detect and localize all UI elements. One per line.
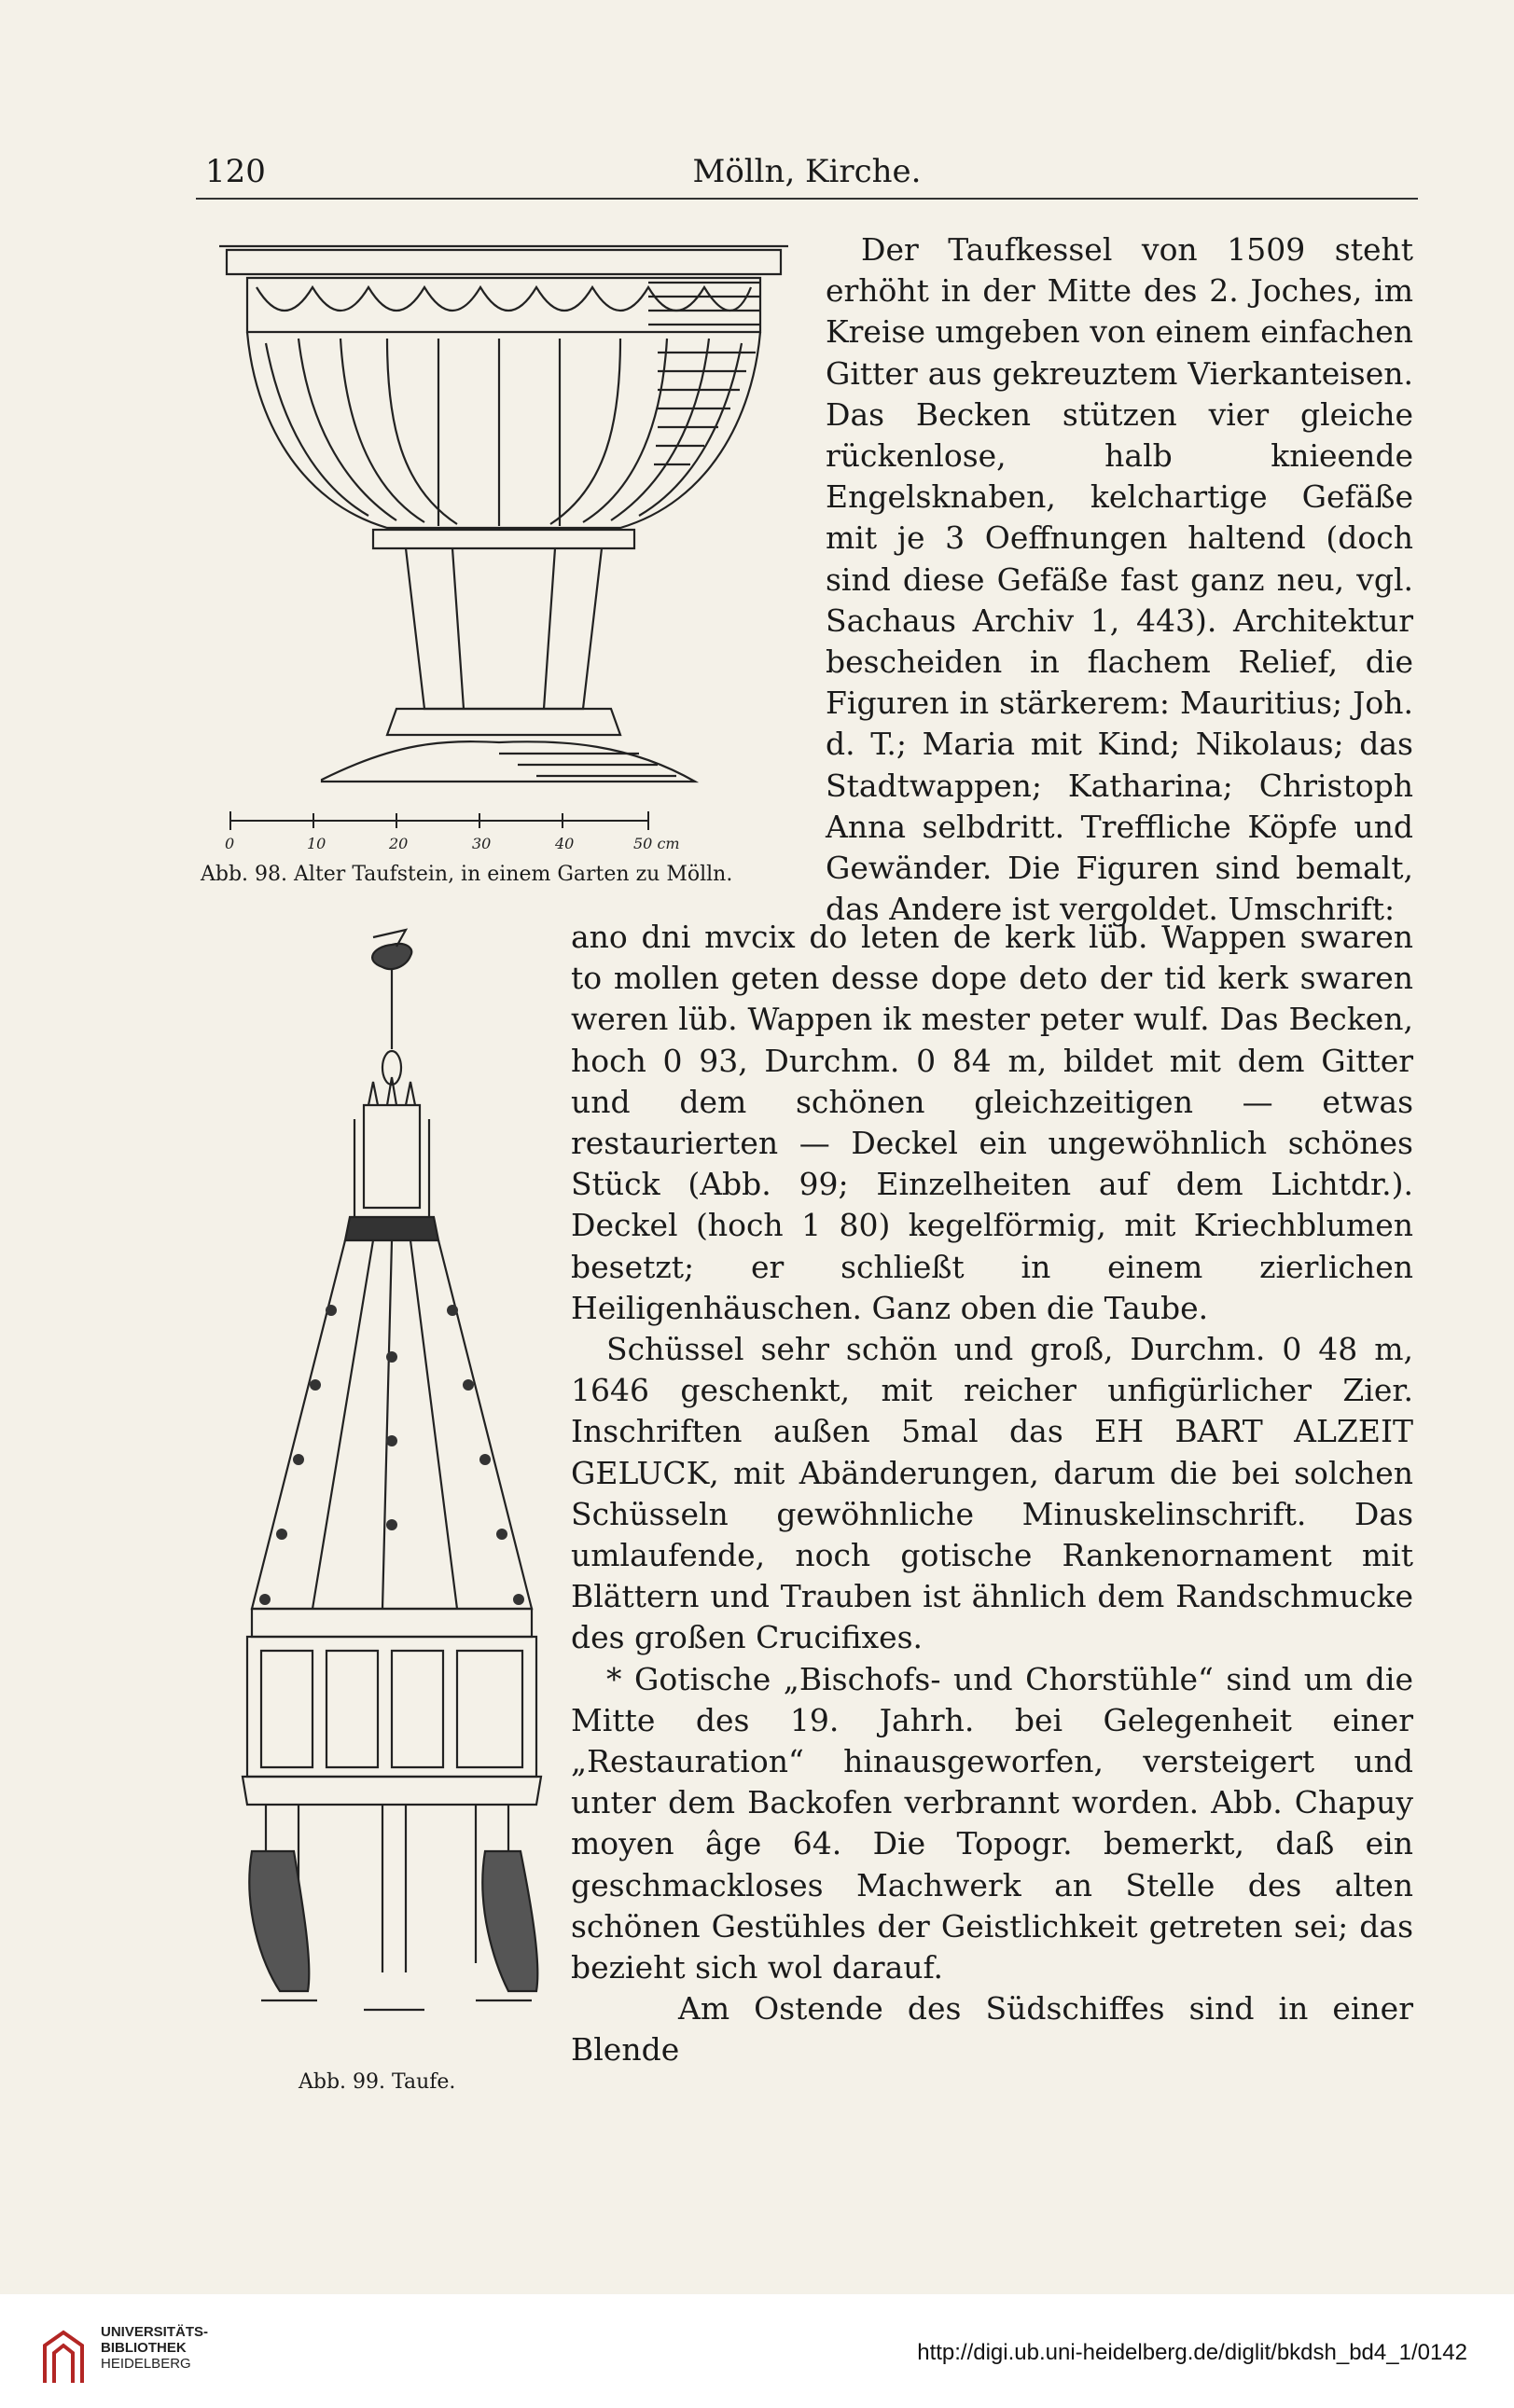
body-text-column-upper [826,229,1413,930]
figure-baptismal-stone [210,231,798,856]
running-title: Mölln, Kirche. [692,153,922,190]
scale-label: 30 [472,835,492,852]
figure-98-caption: Abb. 98. Alter Taufstein, in einem Garten zu Mölln. [201,863,733,886]
library-logo-icon [37,2327,90,2387]
paragraph: * Gotische „Bischofs- und Chorstühle“ sind um die Mitte des 19. Jahrh. bei Gelegenheit einer „Restauration“ hinausgeworfen, versteigert und unter dem Backofen verbrannt worden. Abb. Chapuy moyen âge 64. Die Topogr. bemerkt, daß ein geschmackloses Machwerk an Stelle des alten schönen Gestühles der Geistlichkeit getreten sei; das bezieht sich wol darauf. [571,1660,1413,1986]
scale-label: 0 [225,835,235,852]
source-url-link[interactable]: http://digi.ub.uni-heidelberg.de/diglit/bkdsh_bd4_1/0142 [917,2340,1467,2365]
figure-baptismal-font [224,919,550,2019]
page-number: 120 [205,153,266,190]
header-rule [196,198,1418,200]
paragraph: Der Taufkessel von 1509 steht erhöht in der Mitte des 2. Joches, im Kreise umgeben von einem einfachen Gitter aus gekreuztem Vierkanteisen. Das Becken stützen vier gleiche rückenlose, halb knieende Engelsknaben, kelchartige Gefäße mit je 3 Oeffnungen haltend (doch sind diese Gefäße fast ganz neu, vgl. Sachaus Archiv 1, 443). Architektur bescheiden in flachem Relief, die Figuren in stärkerem: Mauritius; Joh. d. T.; Maria mit Kind; Nikolaus; das Stadtwappen; Katharina; Christoph Anna selbdritt. Treffliche Köpfe und Gewänder. Die Figuren sind bemalt, das Andere ist vergoldet. Umschrift: [826,231,1413,928]
scale-label: 20 [389,835,409,852]
paragraph: Am Ostende des Südschiffes sind in einer Blende [571,1990,1413,2069]
paragraph: Schüssel sehr schön und groß, Durchm. 0 48 m, 1646 geschenkt, mit reicher unfigürlicher Zier. Inschriften außen 5mal das EH BART ALZEIT GELUCK, mit Abänderungen, darum die bei solchen Schüsseln gewöhnliche Minuskelinschrift. Das umlaufende, noch gotische Rankenornament mit Blättern und Trauben ist ähnlich dem Randschmucke des großen Crucifixes. [571,1331,1413,1656]
institution-line: BIBLIOTHEK [101,2340,187,2356]
institution-line: UNIVERSITÄTS- [101,2324,209,2340]
baptismal-font-drawing [224,919,550,2019]
baptismal-stone-drawing [210,231,798,856]
paragraph: ano dni mvcix do leten de kerk lüb. Wappen swaren to mollen geten desse dope deto der tid kerk swaren weren lüb. Wappen ik mester peter wulf. Das Becken, hoch 0 93, Durchm. 0 84 m, bildet mit dem Gitter und dem schönen gleichzeitigen — etwas restaurierten — Deckel ein ungewöhnlich schönes Stück (Abb. 99; Einzelheiten auf dem Lichtdr.). Deckel (hoch 1 80) kegelförmig, mit Kriechblumen besetzt; er schließt in einem zierlichen Heiligenhäuschen. Ganz oben die Taube. [571,919,1413,1326]
scale-label: 40 [555,835,575,852]
figure-99-caption: Abb. 99. Taufe. [299,2070,456,2094]
page-header [196,147,1418,196]
institution-line: HEIDELBERG [101,2356,191,2372]
institution-name [101,2324,208,2372]
body-text-column-lower [571,917,1413,2071]
scale-label: 50 cm [633,835,680,852]
scale-label: 10 [307,835,326,852]
